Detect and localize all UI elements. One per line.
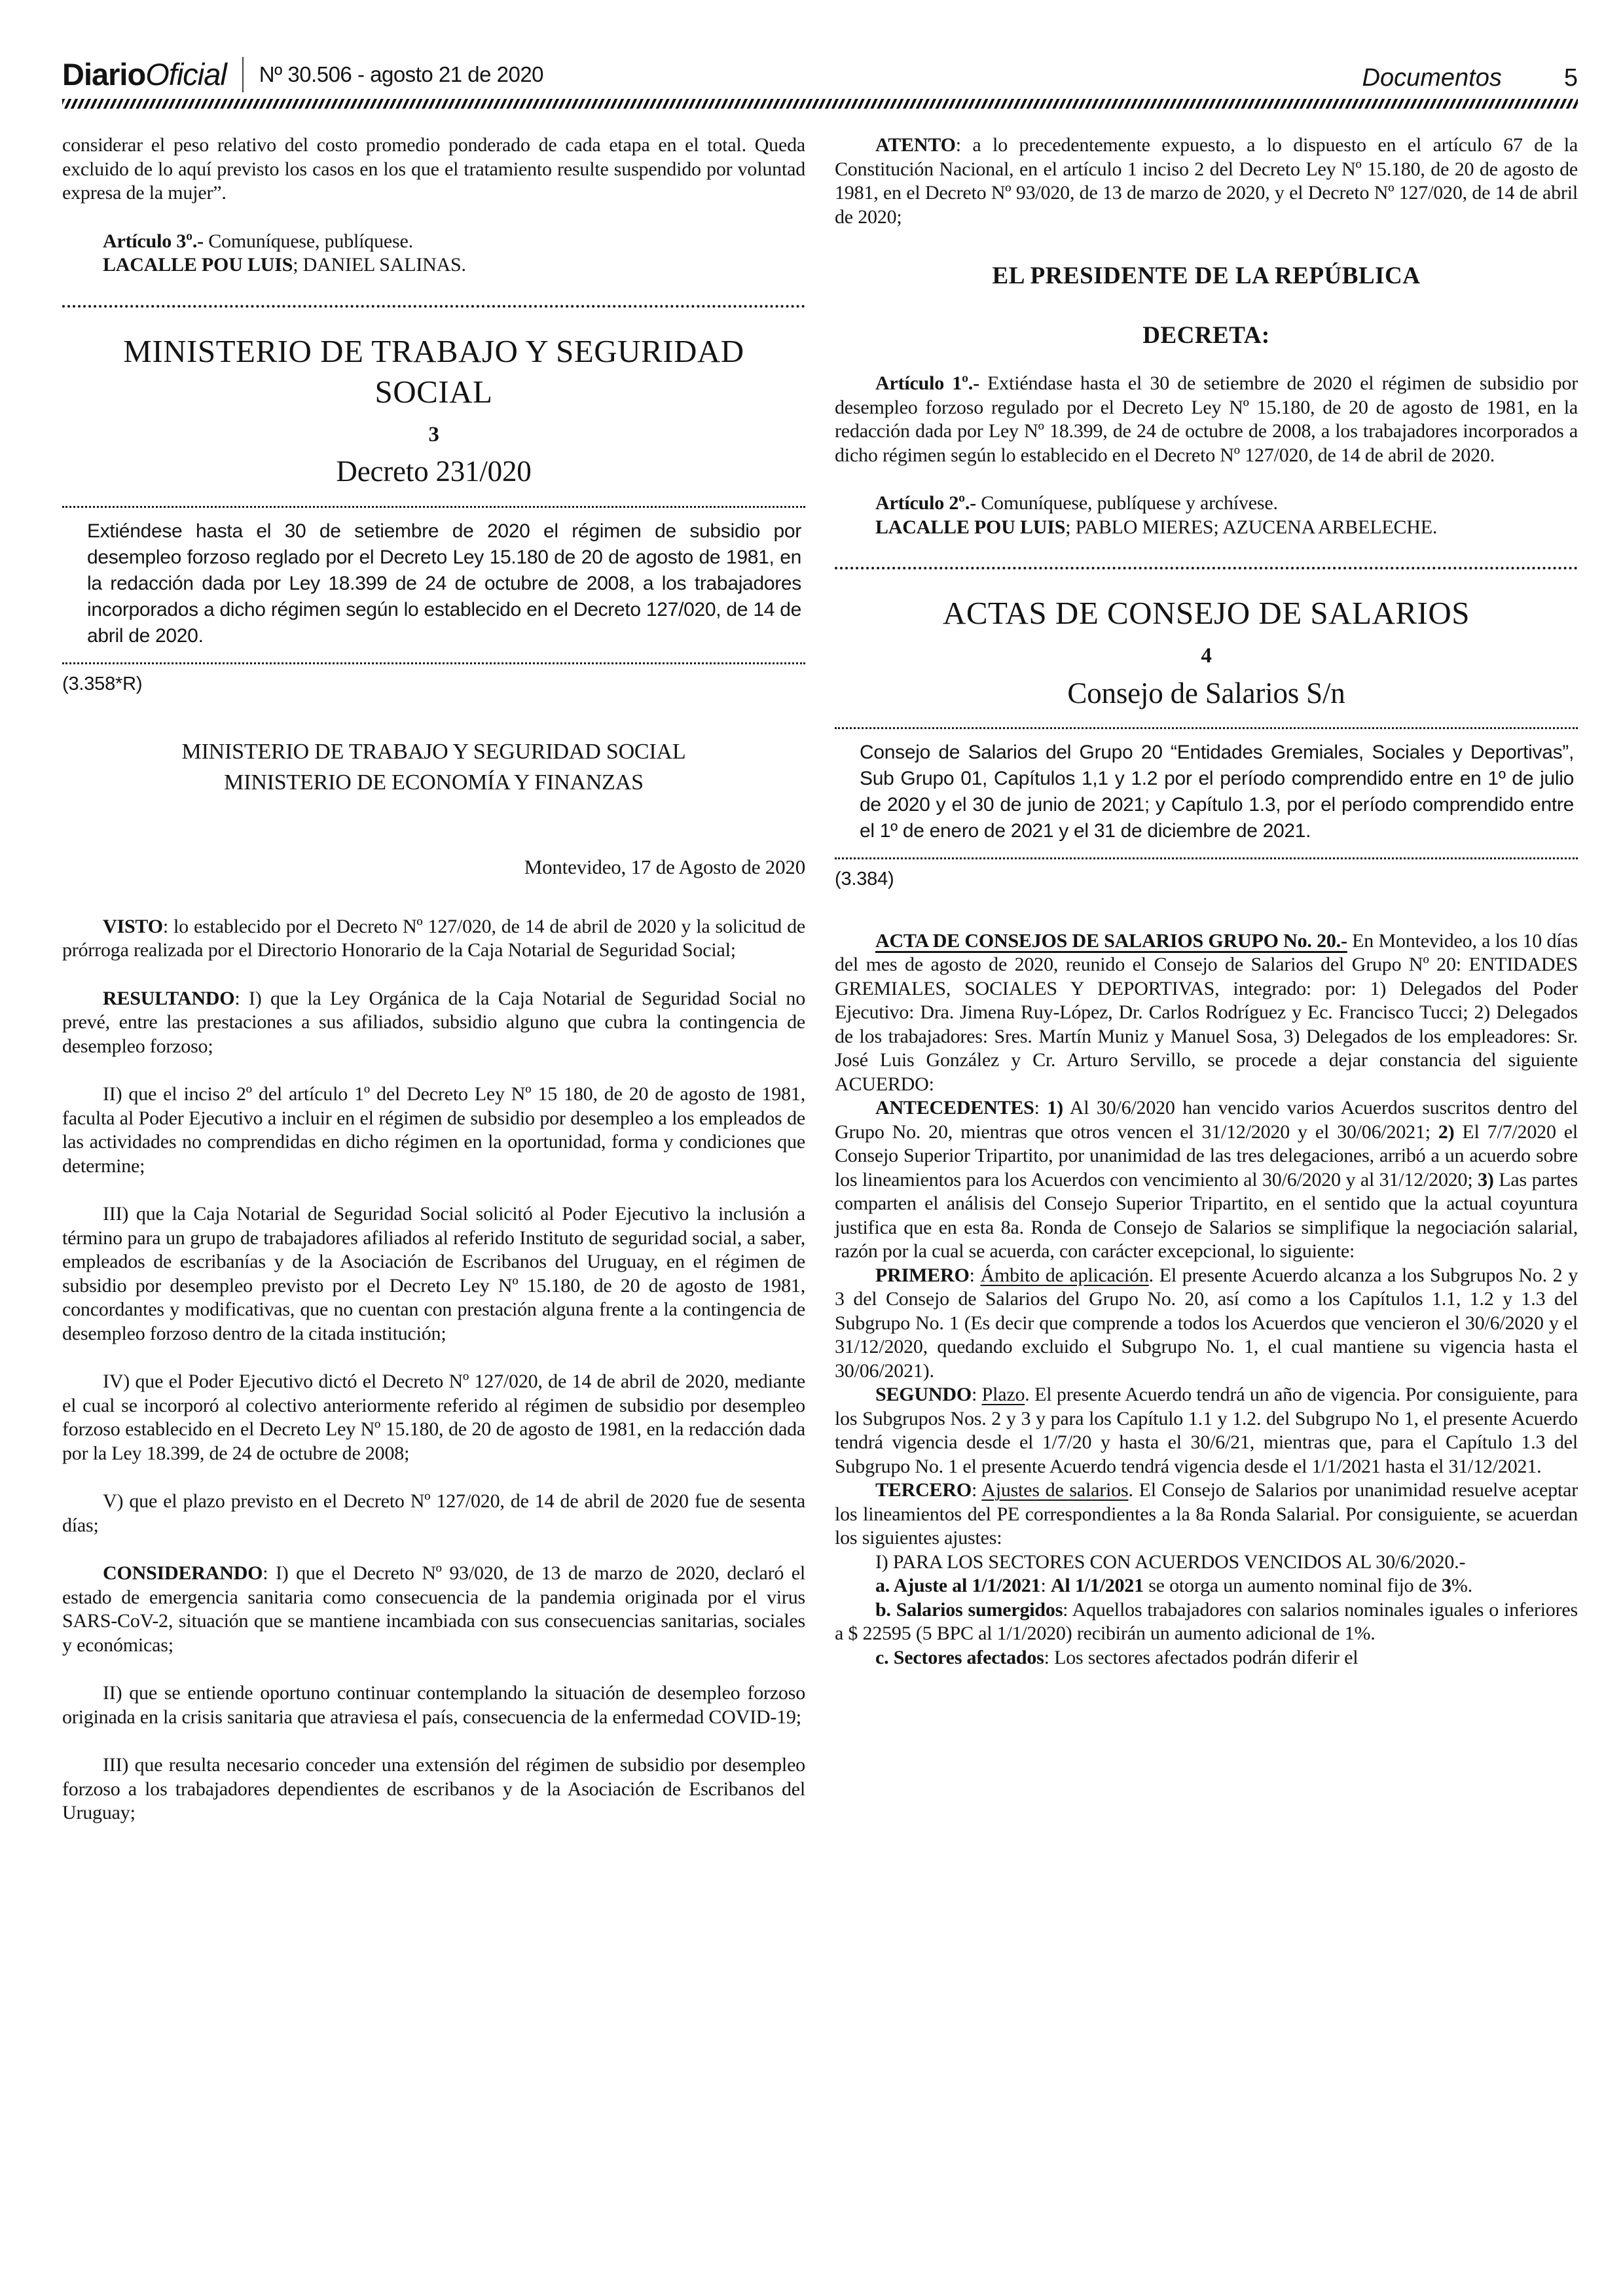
- text-run: TERCERO: [875, 1479, 972, 1501]
- header-rule: [62, 99, 1578, 109]
- text-run: se otorga un aumento nominal fijo de: [1143, 1575, 1442, 1596]
- text-run: : I) que el Decreto Nº 93/020, de 13 de marzo de 2020, declaró el estado de emergencia sanitaria como consecuencia de la pandemia originada por el virus SARS-CoV-2, situación que se mantiene incambiada con sus consecuencias sanitarias, sociales y económicas;: [62, 1562, 805, 1656]
- text-run: ANTECEDENTES: [875, 1097, 1034, 1119]
- text-run: Ajustes de salarios: [981, 1479, 1129, 1501]
- text-run: a. Ajuste al 1/1/2021: [875, 1575, 1041, 1596]
- paragraph: [835, 492, 1578, 516]
- masthead-right: [1362, 64, 1578, 92]
- text-run: 3: [1442, 1575, 1451, 1596]
- text-run: LACALLE POU LUIS: [103, 254, 293, 276]
- paragraph: [835, 1383, 1578, 1479]
- text-run: VISTO: [103, 915, 163, 937]
- text-run: PRIMERO: [875, 1264, 970, 1286]
- dateline: Montevideo, 17 de Agosto de 2020: [524, 855, 805, 878]
- section-heading: [835, 593, 1578, 709]
- masthead: [62, 56, 1578, 92]
- text-run: %.: [1451, 1575, 1472, 1596]
- norm-summary: Extiéndese hasta el 30 de setiembre de 2020 el régimen de subsidio por desempleo forzoso reglado por el Decreto Ley 15.180 de 20 de agosto de 1981, en la redacción dada por Ley 18.399 de 24 de octubre de 2008, a los trabajadores incorporados a dicho régimen según lo establecido en el Decreto 127/020, de 14 de abril de 2020.: [62, 506, 805, 664]
- paragraph: [62, 1202, 805, 1346]
- text-run: ACTA DE CONSEJOS DE SALARIOS GRUPO No. 20.-: [875, 929, 1347, 952]
- brand-oficial: Oficial: [145, 57, 227, 92]
- paragraph: [835, 1264, 1578, 1384]
- text-run: CONSIDERANDO: [103, 1562, 263, 1584]
- brand-separator: [242, 57, 244, 92]
- text-run: : lo establecido por el Decreto Nº 127/020, de 14 de abril de 2020 y la solicitud de prórroga realizada por el Directorio Honorario de la Caja Notarial de Seguridad Social;: [62, 915, 805, 961]
- issue-date: Nº 30.506 - agosto 21 de 2020: [259, 62, 544, 86]
- brand-diario: Diario: [62, 57, 146, 92]
- text-run: Ámbito de aplicación: [980, 1264, 1149, 1286]
- paragraph: [62, 230, 805, 254]
- page-number: 5: [1563, 64, 1578, 92]
- text-run: IV) que el Poder Ejecutivo dictó el Decreto Nº 127/020, de 14 de abril de 2020, mediante el cual se incorporó al colectivo anteriormente referido al régimen de subsidio por desempleo forzoso establecido en el Decreto Ley Nº 15.180, de 20 de agosto de 1981, en la redacción dada por la Ley 18.399, de 24 de octubre de 2008;: [62, 1371, 805, 1464]
- section-subtitle: Decreto 231/020: [336, 455, 532, 488]
- paragraph: [62, 1083, 805, 1178]
- paragraph: [835, 1479, 1578, 1551]
- text-run: :: [1040, 1575, 1051, 1596]
- dotted-divider: [62, 305, 805, 308]
- text-run: II) que el inciso 2º del artículo 1º del Decreto Ley Nº 15 180, de 20 de agosto de 1981, faculta al Poder Ejecutivo a incluir en el régimen de subsidio por desempleo a los empleados de las actividades no comprendidas en dicho régimen en la oportunidad, forma y condiciones que determine;: [62, 1083, 805, 1177]
- publication-ref: (3.358*R): [62, 673, 143, 694]
- brand: [62, 56, 543, 92]
- section-number: 3: [428, 422, 439, 446]
- section-subtitle: Consejo de Salarios S/n: [1067, 676, 1345, 709]
- text-run: Al 30/6/2020 han vencido varios Acuerdos suscritos dentro del Grupo No. 20, mientras que otros vencen el 31/12/2020 y el 30/06/2021;: [835, 1097, 1578, 1143]
- paragraph: [62, 915, 805, 963]
- text-run: :: [971, 1479, 982, 1501]
- text-run: . El presente Acuerdo alcanza a los Subgrupos No. 2 y 3 del Consejo de Salarios del Grupo No. 20, así como a los Capítulos 1.1, 1.2 y 1.3 del Subgrupo No. 1 (Es decir que comprende a todos los Acuerdos que vencieron el 30/6/2020 y el 31/12/2020, quedando excluido el Subgrupo No. 1, el cual mantiene su vigencia hasta el 30/06/2021).: [835, 1264, 1578, 1382]
- paragraph: [835, 929, 1578, 1097]
- paragraph: [62, 1681, 805, 1729]
- right-column: [835, 134, 1578, 1825]
- norm-summary: Consejo de Salarios del Grupo 20 “Entidades Gremiales, Sociales y Deportivas”, Sub Grupo 01, Capítulos 1,1 y 1.2 por el período comprendido entre en 1º de julio de 2020 y el 30 de junio de 2021; y Capítulo 1.3, por el período comprendido entre el 1º de enero de 2021 y el 31 de diciembre de 2021.: [835, 727, 1578, 859]
- text-run: :: [969, 1264, 981, 1286]
- paragraph: [835, 1574, 1578, 1598]
- paragraph: [835, 1551, 1578, 1575]
- text-run: considerar el peso relativo del costo promedio ponderado de cada etapa en el total. Queda excluido de lo aquí previsto los casos en los que el tratamiento resulte suspendido por voluntad expresa de la mujer”.: [62, 134, 805, 204]
- text-run: LACALLE POU LUIS: [875, 516, 1066, 538]
- text-run: V) que el plazo previsto en el Decreto Nº 127/020, de 14 de abril de 2020 fue de sesenta días;: [62, 1490, 805, 1536]
- text-run: : a lo precedentemente expuesto, a lo dispuesto en el artículo 67 de la Constitución Nacional, en el artículo 1 inciso 2 del Decreto Ley Nº 15.180, de 20 de agosto de 1981, en el Decreto Nº 93/020, de 13 de marzo de 2020, y el Decreto Nº 127/020, de 14 de abril de 2020;: [835, 134, 1578, 228]
- text-run: Las partes comparten el análisis del Consejo Superior Tripartito, en el sentido que la actual coyuntura justifica que en esta 8a. Ronda de Consejo de Salarios se simplifique la negociación salarial, razón por la cual se acuerda, con carácter excepcional, lo siguiente:: [835, 1168, 1578, 1262]
- text-run: c. Sectores afectados: [875, 1646, 1044, 1668]
- text-run: El 7/7/2020 el Consejo Superior Tripartito, por unanimidad de las tres delegaciones, arribó a un acuerdo sobre los lineamientos para los Acuerdos con vencimiento al 30/6/2020 y al 31/12/2020;: [835, 1121, 1578, 1191]
- text-run: : I) que la Ley Orgánica de la Caja Notarial de Seguridad Social no prevé, entre las prestaciones a sus afiliados, subsidio alguno que cubra la contingencia de desempleo forzoso;: [62, 987, 805, 1057]
- paragraph: [835, 516, 1578, 540]
- text-run: . El Consejo de Salarios por unanimidad resuelve aceptar los lineamientos del PE correspondientes a la 8a Ronda Salarial. Por consiguiente, se acuerdan los siguientes ajustes:: [835, 1479, 1578, 1549]
- text-run: : Aquellos trabajadores con salarios nominales iguales o inferiores a $ 22595 (5 BPC al 1/1/2020) recibirán un aumento adicional de 1%.: [835, 1598, 1578, 1644]
- text-run: : Los sectores afectados podrán diferir el: [1044, 1646, 1359, 1668]
- section-title: ACTAS DE CONSEJO DE SALARIOS: [942, 595, 1470, 631]
- section-heading: [62, 331, 805, 488]
- text-run: RESULTANDO: [103, 987, 235, 1009]
- paragraph: [835, 1096, 1578, 1264]
- section-name: Documentos: [1362, 64, 1502, 92]
- paragraph: [835, 372, 1578, 467]
- decree-heading: EL PRESIDENTE DE LA REPÚBLICA: [992, 262, 1421, 289]
- text-run: ; DANIEL SALINAS.: [293, 254, 466, 276]
- section-title: MINISTERIO DE TRABAJO Y SEGURIDAD SOCIAL: [123, 332, 744, 410]
- text-run: ATENTO: [875, 134, 956, 156]
- dotted-divider: [835, 567, 1578, 569]
- text-run: Artículo 3º.-: [103, 230, 204, 252]
- paragraph: [62, 1370, 805, 1465]
- ministry-lines: [62, 736, 805, 798]
- text-run: ; PABLO MIERES; AZUCENA ARBELECHE.: [1065, 516, 1438, 538]
- paragraph: [62, 1562, 805, 1657]
- decree-heading: DECRETA:: [1142, 321, 1270, 349]
- paragraph: [835, 1598, 1578, 1646]
- text-run: 1): [1047, 1097, 1063, 1119]
- text-run: Extiéndase hasta el 30 de setiembre de 2020 el régimen de subsidio por desempleo forzoso regulado por el Decreto Ley Nº 15.180, de 20 de agosto de 1981, en la redacción dada por Ley Nº 18.399, de 24 de octubre de 2008, a los trabajadores incorporados a dicho régimen según lo establecido en el Decreto Nº 127/020, de 14 de abril de 2020.: [835, 372, 1578, 466]
- section-number: 4: [1201, 644, 1212, 668]
- text-run: Artículo 1º.-: [875, 372, 979, 394]
- text-run: Comuníquese, publíquese.: [203, 230, 413, 252]
- paragraph: [62, 1753, 805, 1825]
- text-run: Plazo: [981, 1384, 1025, 1405]
- text-run: Al 1/1/2021: [1050, 1575, 1144, 1596]
- publication-ref: (3.384): [835, 869, 894, 889]
- ministry-line: MINISTERIO DE ECONOMÍA Y FINANZAS: [224, 770, 644, 795]
- ministry-line: MINISTERIO DE TRABAJO Y SEGURIDAD SOCIAL: [181, 740, 686, 764]
- paragraph: [62, 253, 805, 278]
- document-body: [62, 134, 1578, 1825]
- text-run: b. Salarios sumergidos: [875, 1598, 1063, 1621]
- text-run: 2): [1438, 1121, 1455, 1143]
- paragraph: [62, 134, 805, 206]
- paragraph: [835, 1646, 1578, 1670]
- text-run: SEGUNDO: [875, 1384, 972, 1405]
- text-run: III) que resulta necesario conceder una extensión del régimen de subsidio por desempleo forzoso a los trabajadores dependientes de escribanos y de la Asociación de Escribanos del Uruguay;: [62, 1754, 805, 1823]
- text-run: En Montevideo, a los 10 días del mes de agosto de 2020, reunido el Consejo de Salarios del Grupo Nº 20: ENTIDADES GREMIALES, SOCIALES Y DEPORTIVAS, integrado: por: 1) Delegados del Poder Ejecutivo: Dra. Jimena Ruy-López, Dr. Carlos Rodríguez y Ec. Francisco Tucci; 2) Delegados de los trabajadores: Sres. Martín Muniz y Manuel Sosa, 3) Delegados de los empleadores: Sr. José Luis González y Cr. Arturo Servillo, se procede a dejar constancia del siguiente ACUERDO:: [835, 929, 1578, 1095]
- text-run: . El presente Acuerdo tendrá un año de vigencia. Por consiguiente, para los Subgrupos Nos. 2 y 3 y para los Capítulo 1.1 y 1.2. del Subgrupo No 1, el presente Acuerdo tendrá vigencia desde el 1/7/20 y hasta el 30/6/21, mientras que, para el Capítulo 1.3 del Subgrupo No. 1 el presente Acuerdo tendrá vigencia desde el 1/1/2021 hasta el 31/12/2021.: [835, 1384, 1578, 1477]
- paragraph: [835, 134, 1578, 229]
- text-run: I) PARA LOS SECTORES CON ACUERDOS VENCIDOS AL 30/6/2020.-: [875, 1551, 1466, 1573]
- paragraph: [62, 987, 805, 1059]
- text-run: :: [1034, 1097, 1048, 1119]
- paragraph: [62, 1490, 805, 1537]
- text-run: Comuníquese, publíquese y archívese.: [976, 492, 1278, 514]
- text-run: 3): [1478, 1168, 1494, 1191]
- left-column: [62, 134, 805, 1825]
- text-run: II) que se entiende oportuno continuar contemplando la situación de desempleo forzoso originada en la crisis sanitaria que atraviesa el país, consecuencia de la enfermedad COVID-19;: [62, 1682, 805, 1728]
- text-run: Artículo 2º.-: [875, 492, 976, 514]
- text-run: III) que la Caja Notarial de Seguridad Social solicitó al Poder Ejecutivo la inclusión a término para un grupo de trabajadores afiliados al referido Instituto de seguridad social, a saber, empleados de escribanías y de la Asociación de Escribanos del Uruguay, en el régimen de subsidio por desempleo previsto por el Decreto Ley Nº 15.180, de 20 de agosto de 1981, concordantes y modificativas, que no cuentan con prestación alguna frente a la contingencia de desempleo forzoso dentro de la citada institución;: [62, 1203, 805, 1344]
- text-run: :: [971, 1384, 982, 1405]
